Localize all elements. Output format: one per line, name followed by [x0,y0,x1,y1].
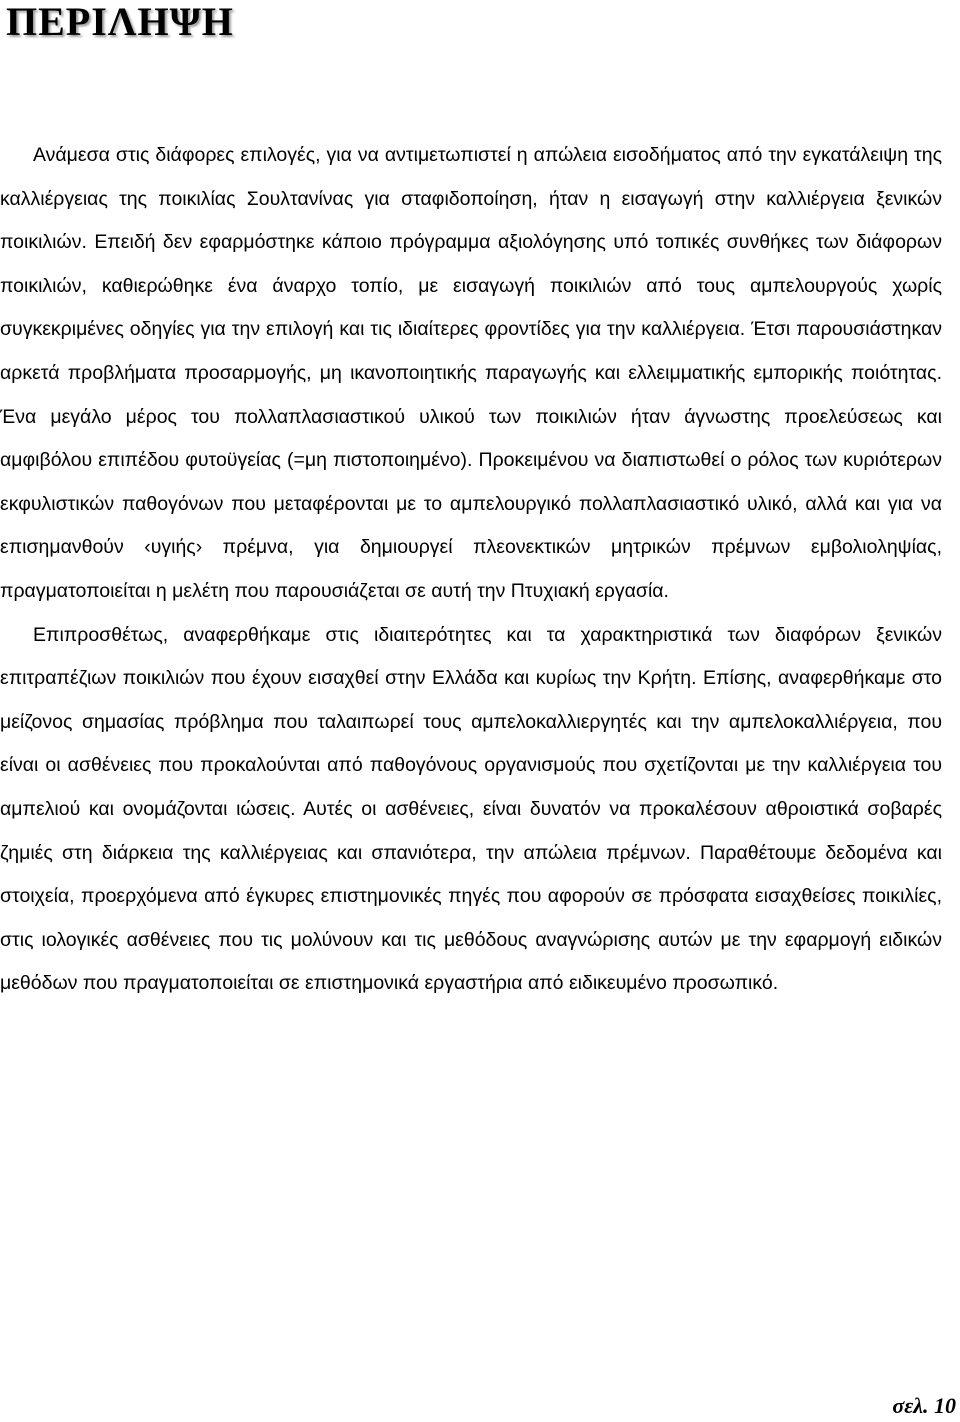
abstract-paragraph-1: Ανάμεσα στις διάφορες επιλογές, για να αντιμετωπιστεί η απώλεια εισοδήματος από την εγκατάλειψη της καλλιέργειας της ποικιλίας Σουλτανίνας για σταφιδοποίηση, ήταν η εισαγωγή στην καλλιέργεια ξενικών ποικιλιών. Επειδή δεν εφαρμόστηκε κάποιο πρόγραμμα αξιολόγησης υπό τοπικές συνθήκες των διάφορων ποικιλιών, καθιερώθηκε ένα άναρχο τοπίο, με εισαγωγή ποικιλιών από τους αμπελουργούς χωρίς συγκεκριμένες οδηγίες για την επιλογή και τις ιδιαίτερες φροντίδες για την καλλιέργεια. Έτσι παρουσιάστηκαν αρκετά προβλήματα προσαρμογής, μη ικανοποιητικής παραγωγής και ελλειμματικής εμπορικής ποιότητας. Ένα μεγάλο μέρος του πολλαπλασιαστικού υλικού των ποικιλιών ήταν άγνωστης προελεύσεως και αμφιβόλου επιπέδου φυτοϋγείας (=μη πιστοποιημένο). Προκειμένου να διαπιστωθεί ο ρόλος των κυριότερων εκφυλιστικών παθογόνων που μεταφέρονται με το αμπελουργικό πολλαπλασιαστικό υλικό, αλλά και για να επισημανθούν ‹υγιής› πρέμνα, για δημιουργεί πλεονεκτικών μητρικών πρέμνων εμβολιοληψίας, πραγματοποιείται η μελέτη που παρουσιάζεται σε αυτή την Πτυχιακή εργασία. [0,144,942,602]
page-number: σελ. 10 [892,1393,956,1418]
abstract-paragraph-2: Επιπροσθέτως, αναφερθήκαμε στις ιδιαιτερότητες και τα χαρακτηριστικά των διαφόρων ξενικών επιτραπέζιων ποικιλιών που έχουν εισαχθεί στην Ελλάδα και κυρίως την Κρήτη. Επίσης, αναφερθήκαμε στο μείζονος σημασίας πρόβλημα που ταλαιπωρεί τους αμπελοκαλλιεργητές και την αμπελοκαλλιέργεια, που είναι οι ασθένειες που προκαλούνται από παθογόνους οργανισμούς που σχετίζονται με την καλλιέργεια του αμπελιού και ονομάζονται ιώσεις. Αυτές οι ασθένειες, είναι δυνατόν να προκαλέσουν αθροιστικά σοβαρές ζημιές στη διάρκεια της καλλιέργειας και σπανιότερα, την απώλεια πρέμνων. Παραθέτουμε δεδομένα και στοιχεία, προερχόμενα από έγκυρες επιστημονικές πηγές που αφορούν σε πρόσφατα εισαχθείσες ποικιλίες, στις ιολογικές ασθένειες που τις μολύνουν και τις μεθόδους αναγνώρισης αυτών με την εφαρμογή ειδικών μεθόδων που πραγματοποιείται σε επιστημονικά εργαστήρια από ειδικευμένο προσωπικό. [0,623,942,995]
abstract-body [0,134,942,1006]
page-title: ΠΕΡΙΛΗΨΗ [6,0,234,44]
